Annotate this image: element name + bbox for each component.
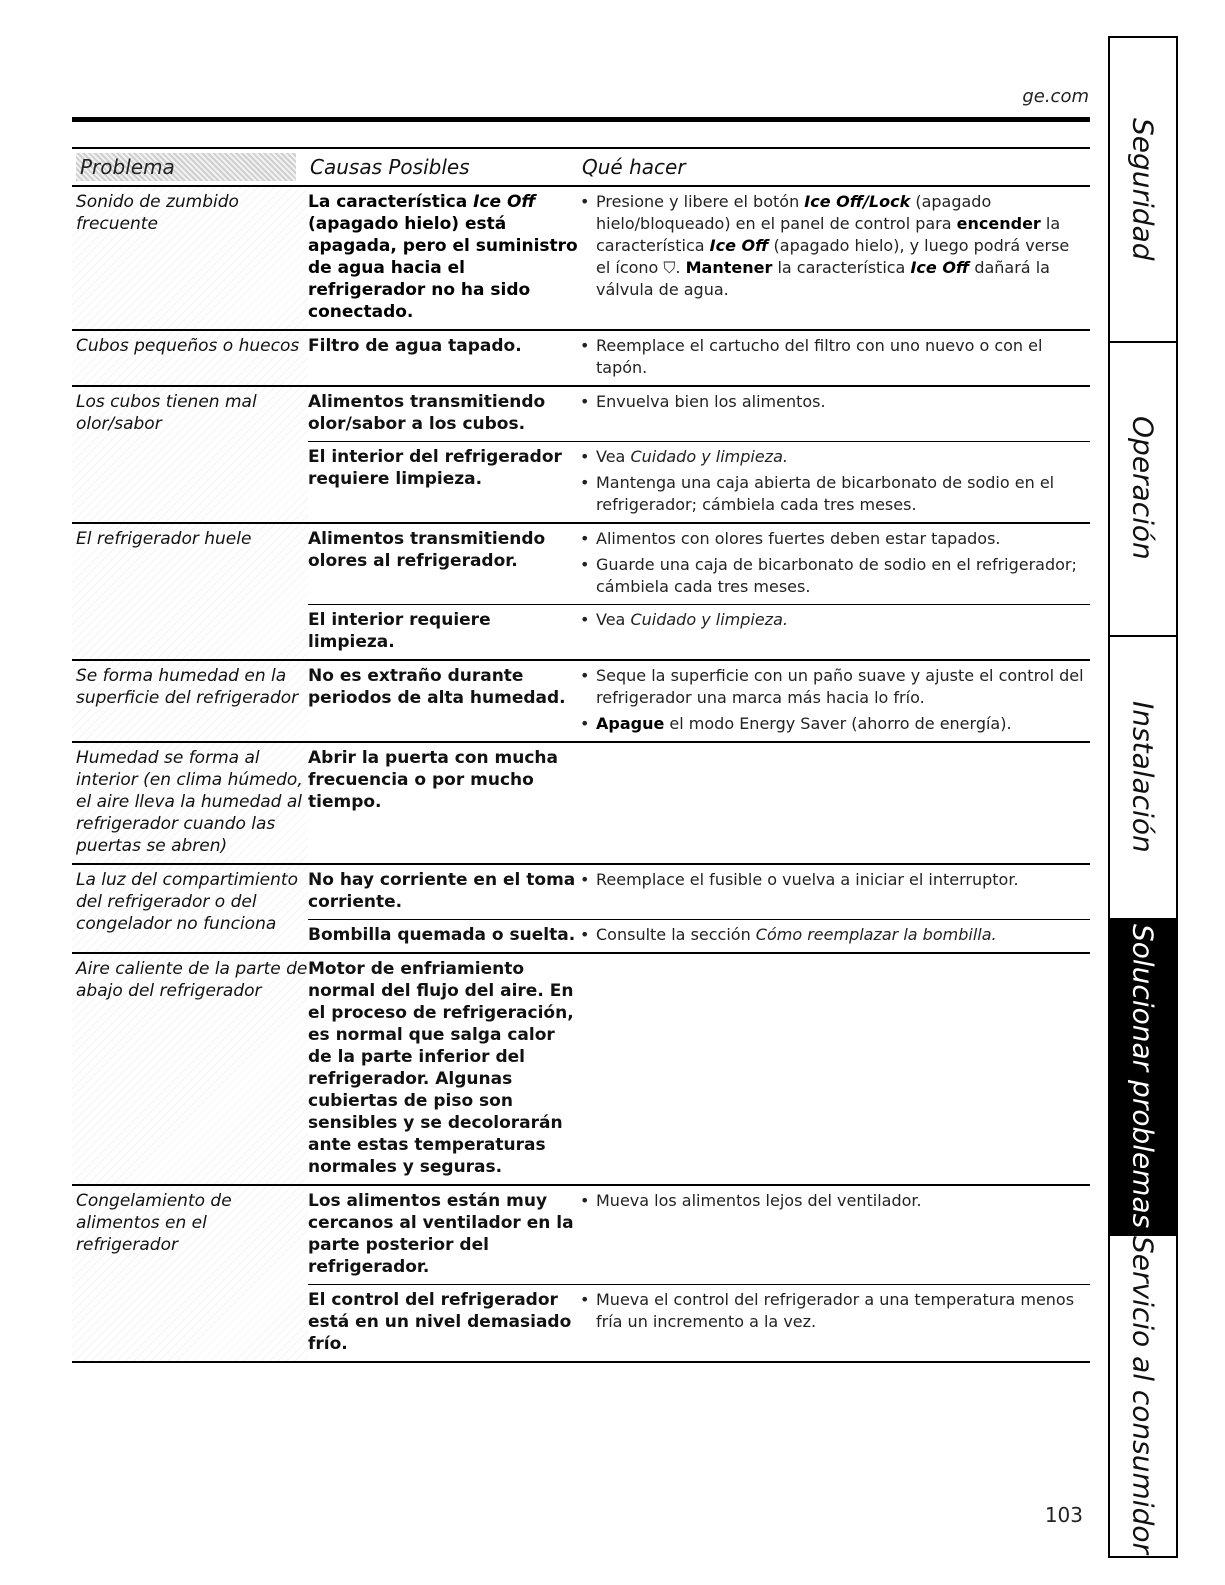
- header-what-to-do: Qué hacer: [582, 155, 686, 179]
- text-run: Vea: [596, 610, 631, 629]
- text-run: Vea: [596, 447, 631, 466]
- action-bullet: [578, 713, 1084, 735]
- text-run: Ice Off: [473, 192, 536, 212]
- action-cell: [578, 605, 1090, 659]
- action-cell: [578, 331, 1090, 385]
- text-run: Ice Off: [709, 236, 769, 255]
- text-run: (apagado hielo/bloqueado) en el panel de control para: [596, 192, 992, 233]
- cause-cell: Abrir la puerta con mucha frecuencia o por mucho tiempo.: [308, 748, 559, 812]
- action-cell: [578, 442, 1090, 522]
- problem-cell: Se forma humedad en la superficie del refrigerador: [72, 661, 308, 741]
- problem-cell: Sonido de zumbido frecuente: [72, 187, 308, 329]
- cause-subrow: [308, 661, 1090, 741]
- text-run: (apagado hielo) está apagada, pero el suministro de agua hacia el refrigerador no ha sido conectado.: [308, 214, 578, 322]
- action-cell: [578, 920, 1090, 952]
- text-run: Consulte la sección: [596, 925, 756, 944]
- tab-label: Instalación: [1126, 700, 1160, 853]
- action-bullet: • Reemplace el cartucho del filtro con uno nuevo o con el tapón.: [578, 335, 1084, 379]
- cause-cell: Alimentos transmitiendo olores al refrigerador.: [308, 529, 546, 571]
- cause-cell: No es extraño durante periodos de alta humedad.: [308, 666, 566, 708]
- table-row: [72, 524, 1090, 661]
- problem-cell: Humedad se forma al interior (en clima húmedo, el aire lleva la humedad al refrigerador cuando las puertas se abren): [72, 743, 308, 863]
- causes-group: [308, 954, 1090, 1184]
- cause-subrow: [308, 954, 1090, 1184]
- action-cell: [578, 524, 1090, 604]
- table-row: [72, 743, 1090, 865]
- tab-seguridad[interactable]: [1110, 38, 1176, 343]
- causes-group: [308, 331, 1090, 385]
- text-run: Cuidado y limpieza.: [630, 610, 788, 629]
- action-bullet: • Seque la superficie con un paño suave y ajuste el control del refrigerador una marca más hacia lo frío.: [578, 665, 1084, 709]
- tab-instalacion[interactable]: [1110, 635, 1176, 920]
- tab-label: Operación: [1126, 416, 1160, 560]
- causes-group: [308, 865, 1090, 952]
- action-bullet: • Mueva el control del refrigerador a una temperatura menos fría un incremento a la vez.: [578, 1289, 1084, 1333]
- action-cell: [578, 1285, 1090, 1361]
- causes-group: [308, 743, 1090, 863]
- text-run: Mantener: [685, 258, 773, 277]
- page-number: 103: [1044, 1503, 1083, 1527]
- section-tabs: [1108, 36, 1178, 1558]
- causes-group: [308, 387, 1090, 522]
- causes-group: [308, 661, 1090, 741]
- text-run: Ice Off/Lock: [804, 192, 911, 211]
- text-run: encender: [956, 214, 1041, 233]
- cause-subrow: [308, 331, 1090, 385]
- cause-subrow: [308, 743, 1090, 819]
- causes-group: [308, 1186, 1090, 1361]
- cause-cell: Motor de enfriamiento normal del flujo del aire. En el proceso de refrigeración, es normal que salga calor de la parte inferior del refrigerador. Algunas cubiertas de piso son sensibles y se decolorarán ante estas temperaturas normales y seguras.: [308, 959, 574, 1177]
- table-body: [72, 187, 1090, 1363]
- action-cell: [578, 743, 1090, 819]
- text-run: la característica: [596, 214, 1061, 255]
- cause-subrow: [308, 604, 1090, 659]
- cause-cell: Filtro de agua tapado.: [308, 336, 522, 356]
- action-bullet: • Reemplace el fusible o vuelva a iniciar el interruptor.: [578, 869, 1084, 891]
- text-run: Ice Off: [910, 258, 970, 277]
- tab-label: Solucionar problemas: [1126, 923, 1160, 1229]
- problem-cell: Congelamiento de alimentos en el refrigerador: [72, 1186, 308, 1361]
- cause-cell: El interior del refrigerador requiere limpieza.: [308, 447, 562, 489]
- cause-cell: Los alimentos están muy cercanos al ventilador en la parte posterior del refrigerador.: [308, 1191, 574, 1277]
- table-row: [72, 661, 1090, 743]
- problem-cell: El refrigerador huele: [72, 524, 308, 659]
- cause-subrow: [308, 1186, 1090, 1284]
- action-cell: [578, 387, 1090, 441]
- action-cell: [578, 187, 1090, 329]
- cause-cell: El interior requiere limpieza.: [308, 610, 491, 652]
- text-run: Apague: [596, 714, 665, 733]
- action-cell: [578, 661, 1090, 741]
- action-bullet: • Guarde una caja de bicarbonato de sodio en el refrigerador; cámbiela cada tres meses.: [578, 554, 1084, 598]
- text-run: dañará la válvula de agua.: [596, 258, 1050, 299]
- text-run: Cuidado y limpieza.: [630, 447, 788, 466]
- text-run: el modo Energy Saver (ahorro de energía).: [664, 714, 1012, 733]
- problem-cell: Los cubos tienen mal olor/sabor: [72, 387, 308, 522]
- table-row: [72, 387, 1090, 524]
- tab-operacion[interactable]: [1110, 341, 1176, 637]
- cause-cell: El control del refrigerador está en un nivel demasiado frío.: [308, 1290, 572, 1354]
- cause-subrow: [308, 441, 1090, 522]
- troubleshooting-table: [72, 147, 1090, 1363]
- problem-cell: Cubos pequeños o huecos: [72, 331, 308, 385]
- action-cell: [578, 954, 1090, 1184]
- action-bullet: [578, 191, 1084, 301]
- text-run: La característica: [308, 192, 474, 212]
- cause-subrow: [308, 524, 1090, 604]
- cause-subrow: [308, 187, 1090, 329]
- table-row: [72, 865, 1090, 954]
- action-cell: [578, 865, 1090, 919]
- cause-cell: Alimentos transmitiendo olor/sabor a los cubos.: [308, 392, 546, 434]
- header-causes: Causas Posibles: [310, 155, 470, 179]
- tab-label: Servicio al consumidor: [1126, 1236, 1160, 1554]
- site-url: ge.com: [1022, 86, 1089, 107]
- cause-subrow: [308, 1284, 1090, 1361]
- cause-cell: Bombilla quemada o suelta.: [308, 925, 576, 945]
- action-bullet: [578, 446, 1084, 468]
- text-run: Presione y libere el botón: [596, 192, 805, 211]
- tab-solucionar-problemas[interactable]: [1110, 918, 1176, 1236]
- table-row: [72, 331, 1090, 387]
- action-bullet: • Envuelva bien los alimentos.: [578, 391, 1084, 413]
- table-row: [72, 187, 1090, 331]
- tab-servicio-al-consumidor[interactable]: [1110, 1234, 1176, 1556]
- action-bullet: [578, 609, 1084, 631]
- action-cell: [578, 1186, 1090, 1284]
- table-row: [72, 954, 1090, 1186]
- tab-label: Seguridad: [1126, 118, 1160, 261]
- top-rule: [72, 117, 1090, 122]
- text-run: (apagado hielo), y luego podrá verse el ícono ⛉.: [596, 236, 1070, 277]
- problem-cell: La luz del compartimiento del refrigerador o del congelador no funciona: [72, 865, 308, 952]
- cause-subrow: [308, 919, 1090, 952]
- action-bullet: • Mueva los alimentos lejos del ventilador.: [578, 1190, 1084, 1212]
- cause-cell: No hay corriente en el toma corriente.: [308, 870, 576, 912]
- causes-group: [308, 524, 1090, 659]
- cause-cell: [308, 187, 578, 329]
- causes-group: [308, 187, 1090, 329]
- action-bullet: • Mantenga una caja abierta de bicarbonato de sodio en el refrigerador; cámbiela cada tres meses.: [578, 472, 1084, 516]
- cause-subrow: [308, 387, 1090, 441]
- text-run: Cómo reemplazar la bombilla.: [755, 925, 997, 944]
- table-row: [72, 1186, 1090, 1363]
- action-bullet: • Alimentos con olores fuertes deben estar tapados.: [578, 528, 1084, 550]
- cause-subrow: [308, 865, 1090, 919]
- table-header: [72, 147, 1090, 187]
- problem-cell: Aire caliente de la parte de abajo del refrigerador: [72, 954, 308, 1184]
- text-run: la característica: [772, 258, 911, 277]
- header-problem: Problema: [76, 153, 296, 181]
- action-bullet: [578, 924, 1084, 946]
